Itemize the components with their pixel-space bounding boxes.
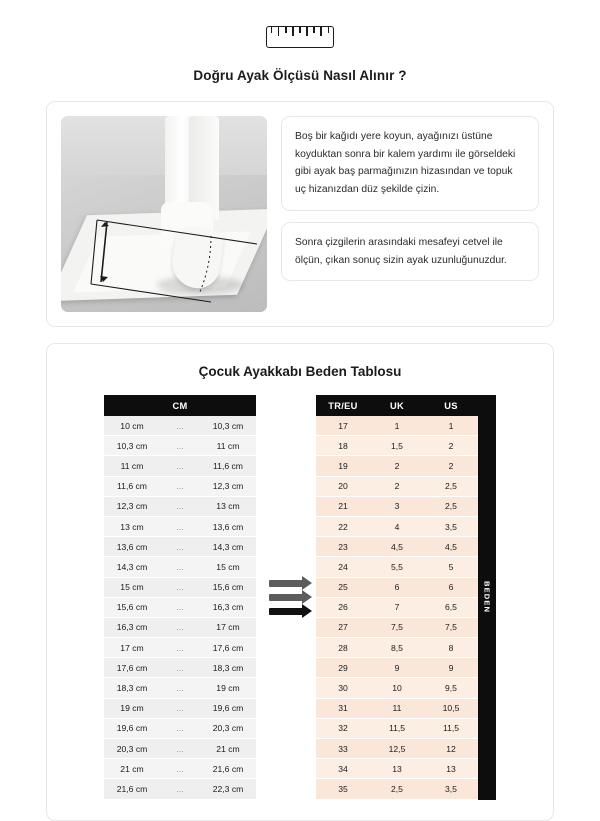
size-table-card	[46, 343, 554, 821]
size-uk-cell: 13	[370, 759, 424, 779]
table-row	[104, 779, 256, 799]
size-uk-cell: 10	[370, 678, 424, 698]
table-row	[316, 476, 478, 496]
ruler-icon-wrap	[0, 0, 600, 48]
cm-range-dots: ...	[160, 617, 200, 637]
cm-range-dots: ...	[160, 718, 200, 738]
size-table-body	[316, 416, 478, 799]
beden-side-label-text: BEDEN	[482, 581, 492, 614]
instruction-step-1: Boş bir kağıdı yere koyun, ayağınızı üstüne koyduktan sonra bir kalem yardımı ile görseldeki gibi ayak baş parmağınızın hizasından ve topuk uç hizanızdan düz şekilde çizin.	[281, 116, 539, 211]
table-row	[316, 416, 478, 436]
size-us-cell: 2	[424, 436, 478, 456]
size-treu-cell: 22	[316, 516, 370, 536]
table-row	[316, 436, 478, 456]
size-us-cell: 12	[424, 739, 478, 759]
size-us-cell: 3,5	[424, 516, 478, 536]
cm-to-cell: 11,6 cm	[200, 456, 256, 476]
table-row	[104, 759, 256, 779]
table-row	[316, 638, 478, 658]
cm-range-dots: ...	[160, 436, 200, 456]
cm-from-cell: 21 cm	[104, 759, 160, 779]
table-row	[104, 698, 256, 718]
arrow-right-icon-1	[269, 580, 303, 587]
mapping-arrows	[256, 580, 316, 615]
size-uk-cell: 12,5	[370, 739, 424, 759]
table-row	[104, 516, 256, 536]
size-treu-cell: 21	[316, 496, 370, 516]
foot-measurement-photo	[61, 116, 267, 312]
table-row	[104, 476, 256, 496]
size-header-us: US	[424, 395, 478, 416]
instructions-card	[46, 101, 554, 327]
table-row	[104, 678, 256, 698]
table-row	[104, 456, 256, 476]
table-row	[316, 496, 478, 516]
cm-from-cell: 15,6 cm	[104, 597, 160, 617]
cm-range-dots: ...	[160, 698, 200, 718]
size-us-cell: 5	[424, 557, 478, 577]
arrow-right-icon-2	[269, 594, 303, 601]
cm-to-cell: 11 cm	[200, 436, 256, 456]
cm-to-cell: 21,6 cm	[200, 759, 256, 779]
cm-from-cell: 18,3 cm	[104, 678, 160, 698]
size-treu-cell: 33	[316, 739, 370, 759]
ruler-icon	[266, 26, 334, 48]
cm-to-cell: 18,3 cm	[200, 658, 256, 678]
cm-from-cell: 14,3 cm	[104, 557, 160, 577]
cm-range-dots: ...	[160, 638, 200, 658]
size-table-wrap	[316, 395, 496, 800]
size-table	[316, 395, 478, 800]
table-row	[316, 718, 478, 738]
cm-to-cell: 17 cm	[200, 617, 256, 637]
size-uk-cell: 2	[370, 476, 424, 496]
cm-to-cell: 12,3 cm	[200, 476, 256, 496]
table-row	[316, 456, 478, 476]
cm-to-cell: 10,3 cm	[200, 416, 256, 436]
cm-range-dots: ...	[160, 678, 200, 698]
size-treu-cell: 32	[316, 718, 370, 738]
size-treu-cell: 35	[316, 779, 370, 799]
cm-to-cell: 14,3 cm	[200, 537, 256, 557]
cm-from-cell: 10 cm	[104, 416, 160, 436]
size-uk-cell: 8,5	[370, 638, 424, 658]
table-row	[316, 537, 478, 557]
cm-table-header: CM	[104, 395, 256, 416]
cm-to-cell: 22,3 cm	[200, 779, 256, 799]
table-row	[316, 597, 478, 617]
size-us-cell: 2	[424, 456, 478, 476]
size-uk-cell: 1	[370, 416, 424, 436]
cm-to-cell: 13 cm	[200, 496, 256, 516]
size-uk-cell: 4	[370, 516, 424, 536]
size-uk-cell: 2	[370, 456, 424, 476]
size-treu-cell: 19	[316, 456, 370, 476]
table-row	[104, 436, 256, 456]
size-treu-cell: 29	[316, 658, 370, 678]
cm-from-cell: 15 cm	[104, 577, 160, 597]
table-row	[316, 617, 478, 637]
table-row	[104, 718, 256, 738]
table-row	[104, 496, 256, 516]
size-us-cell: 6	[424, 577, 478, 597]
table-row	[104, 537, 256, 557]
size-us-cell: 8	[424, 638, 478, 658]
size-us-cell: 1	[424, 416, 478, 436]
size-treu-cell: 20	[316, 476, 370, 496]
cm-to-cell: 19 cm	[200, 678, 256, 698]
cm-from-cell: 17,6 cm	[104, 658, 160, 678]
cm-range-dots: ...	[160, 779, 200, 799]
size-us-cell: 13	[424, 759, 478, 779]
cm-range-dots: ...	[160, 557, 200, 577]
table-row	[316, 759, 478, 779]
size-us-cell: 2,5	[424, 496, 478, 516]
size-us-cell: 9	[424, 658, 478, 678]
cm-to-cell: 16,3 cm	[200, 597, 256, 617]
cm-range-dots: ...	[160, 496, 200, 516]
cm-from-cell: 11 cm	[104, 456, 160, 476]
cm-range-dots: ...	[160, 537, 200, 557]
size-uk-cell: 2,5	[370, 779, 424, 799]
cm-from-cell: 19 cm	[104, 698, 160, 718]
table-row	[316, 739, 478, 759]
size-tables	[61, 395, 539, 800]
size-uk-cell: 11	[370, 698, 424, 718]
table-row	[104, 416, 256, 436]
cm-from-cell: 13,6 cm	[104, 537, 160, 557]
size-uk-cell: 4,5	[370, 537, 424, 557]
cm-from-cell: 12,3 cm	[104, 496, 160, 516]
size-us-cell: 7,5	[424, 617, 478, 637]
table-row	[104, 577, 256, 597]
size-treu-cell: 25	[316, 577, 370, 597]
size-us-cell: 4,5	[424, 537, 478, 557]
cm-from-cell: 19,6 cm	[104, 718, 160, 738]
size-treu-cell: 23	[316, 537, 370, 557]
cm-to-cell: 20,3 cm	[200, 718, 256, 738]
size-uk-cell: 11,5	[370, 718, 424, 738]
cm-range-dots: ...	[160, 456, 200, 476]
table-row	[104, 658, 256, 678]
cm-from-cell: 10,3 cm	[104, 436, 160, 456]
cm-range-dots: ...	[160, 516, 200, 536]
table-row	[316, 557, 478, 577]
table-row	[104, 597, 256, 617]
cm-to-cell: 19,6 cm	[200, 698, 256, 718]
cm-range-dots: ...	[160, 759, 200, 779]
page-title: Doğru Ayak Ölçüsü Nasıl Alınır ?	[193, 68, 407, 83]
cm-from-cell: 17 cm	[104, 638, 160, 658]
table-row	[104, 557, 256, 577]
cm-range-dots: ...	[160, 739, 200, 759]
size-us-cell: 10,5	[424, 698, 478, 718]
instruction-step-2: Sonra çizgilerin arasındaki mesafeyi cetvel ile ölçün, çıkan sonuç sizin ayak uzunluğunuzdur.	[281, 222, 539, 281]
size-treu-cell: 18	[316, 436, 370, 456]
size-treu-cell: 30	[316, 678, 370, 698]
cm-to-cell: 17,6 cm	[200, 638, 256, 658]
size-treu-cell: 17	[316, 416, 370, 436]
instruction-bubbles	[281, 116, 539, 312]
cm-range-dots: ...	[160, 577, 200, 597]
size-us-cell: 11,5	[424, 718, 478, 738]
size-us-cell: 6,5	[424, 597, 478, 617]
cm-to-cell: 13,6 cm	[200, 516, 256, 536]
size-uk-cell: 7,5	[370, 617, 424, 637]
cm-from-cell: 13 cm	[104, 516, 160, 536]
cm-to-cell: 21 cm	[200, 739, 256, 759]
size-uk-cell: 6	[370, 577, 424, 597]
size-header-uk: UK	[370, 395, 424, 416]
cm-range-dots: ...	[160, 597, 200, 617]
size-table-header-row	[316, 395, 478, 416]
size-uk-cell: 9	[370, 658, 424, 678]
size-uk-cell: 1,5	[370, 436, 424, 456]
cm-from-cell: 20,3 cm	[104, 739, 160, 759]
size-us-cell: 2,5	[424, 476, 478, 496]
size-treu-cell: 28	[316, 638, 370, 658]
cm-from-cell: 21,6 cm	[104, 779, 160, 799]
cm-from-cell: 11,6 cm	[104, 476, 160, 496]
table-row	[316, 698, 478, 718]
table-row	[316, 779, 478, 799]
cm-range-dots: ...	[160, 658, 200, 678]
table-row	[104, 739, 256, 759]
beden-side-label	[478, 395, 496, 800]
size-treu-cell: 26	[316, 597, 370, 617]
arrow-right-icon-3	[269, 608, 303, 615]
cm-to-cell: 15,6 cm	[200, 577, 256, 597]
cm-to-cell: 15 cm	[200, 557, 256, 577]
table-row	[104, 617, 256, 637]
size-uk-cell: 5,5	[370, 557, 424, 577]
table-row	[316, 577, 478, 597]
table-row	[316, 678, 478, 698]
measurement-overlay	[61, 116, 267, 312]
size-us-cell: 3,5	[424, 779, 478, 799]
table-row	[104, 638, 256, 658]
size-treu-cell: 24	[316, 557, 370, 577]
cm-from-cell: 16,3 cm	[104, 617, 160, 637]
table-row	[316, 658, 478, 678]
size-table-title: Çocuk Ayakkabı Beden Tablosu	[198, 364, 402, 379]
size-us-cell: 9,5	[424, 678, 478, 698]
cm-table	[104, 395, 256, 800]
table-row	[316, 516, 478, 536]
size-uk-cell: 3	[370, 496, 424, 516]
size-treu-cell: 31	[316, 698, 370, 718]
size-uk-cell: 7	[370, 597, 424, 617]
size-header-treu: TR/EU	[316, 395, 370, 416]
cm-range-dots: ...	[160, 476, 200, 496]
size-treu-cell: 34	[316, 759, 370, 779]
size-treu-cell: 27	[316, 617, 370, 637]
cm-range-dots: ...	[160, 416, 200, 436]
cm-table-body	[104, 416, 256, 799]
